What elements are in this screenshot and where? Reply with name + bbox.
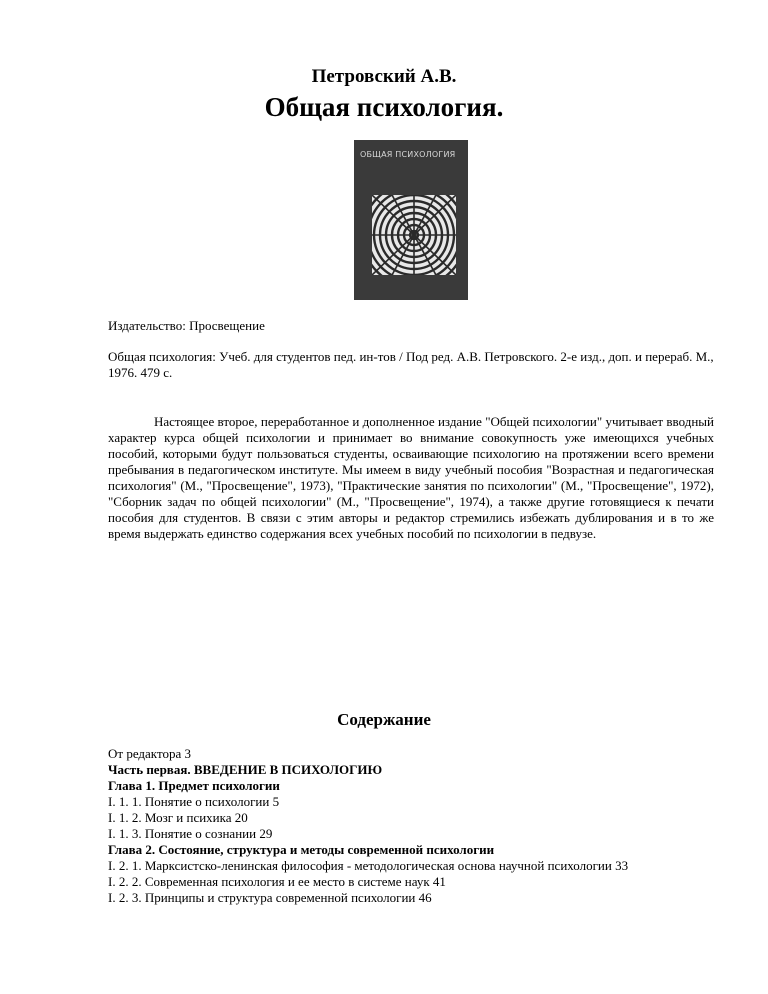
book-title: Общая психология.: [264, 92, 504, 122]
toc-entry: I. 2. 2. Современная психология и ее место в системе наук 41: [108, 874, 446, 889]
book-cover-image: [354, 140, 468, 300]
toc-entry: I. 1. 2. Мозг и психика 20: [108, 810, 248, 825]
toc-entry: I. 2. 1. Марксистско-ленинская философия - методологическая основа научной психологии 33: [108, 858, 629, 873]
table-of-contents: [108, 746, 718, 906]
toc-heading: Содержание: [337, 710, 431, 729]
toc-section-heading: Глава 1. Предмет психологии: [108, 778, 280, 793]
cover-spiral-pattern: [372, 195, 456, 275]
toc-section-heading: Глава 2. Состояние, структура и методы современной психологии: [108, 842, 495, 857]
publisher-line: Издательство: Просвещение: [108, 318, 265, 333]
toc-entry: I. 1. 1. Понятие о психологии 5: [108, 794, 280, 809]
toc-entry: От редактора 3: [108, 746, 191, 761]
toc-entry: I. 2. 3. Принципы и структура современной психологии 46: [108, 890, 432, 905]
cover-title: ОБЩАЯ ПСИХОЛОГИЯ: [360, 150, 456, 159]
toc-entry: I. 1. 3. Понятие о сознании 29: [108, 826, 273, 841]
toc-section-heading: Часть первая. ВВЕДЕНИЕ В ПСИХОЛОГИЮ: [108, 762, 383, 777]
bibliographic-reference: Общая психология: Учеб. для студентов пед. ин-тов / Под ред. А.В. Петровского. 2-е изд., доп. и перераб. М., 1976. 479 с.: [108, 349, 714, 380]
book-author: Петровский А.В.: [311, 66, 457, 87]
annotation-paragraph: Настоящее второе, переработанное и дополненное издание "Общей психологии" учитывает вводный характер курса общей психологии и принимает во внимание совокупность уже имеющихся учебных пособий, которыми будут пользоваться студенты, осваивающие психологию на протяжении всего времени пребывания в педагогическом институте. Мы имеем в виду учебный пособия "Возрастная и педагогическая психология" (М., "Просвещение", 1973), "Практические занятия по психологии" (М., "Просвещение", 1972), "Сборник задач по общей психологии" (М., "Просвещение", 1974), а также другие готовящиеся к печати пособия для студентов. В связи с этим авторы и редактор стремились избежать дублирования и в то же время выдержать единство содержания всех учебных пособий по психологии в педвузе.: [108, 414, 714, 541]
